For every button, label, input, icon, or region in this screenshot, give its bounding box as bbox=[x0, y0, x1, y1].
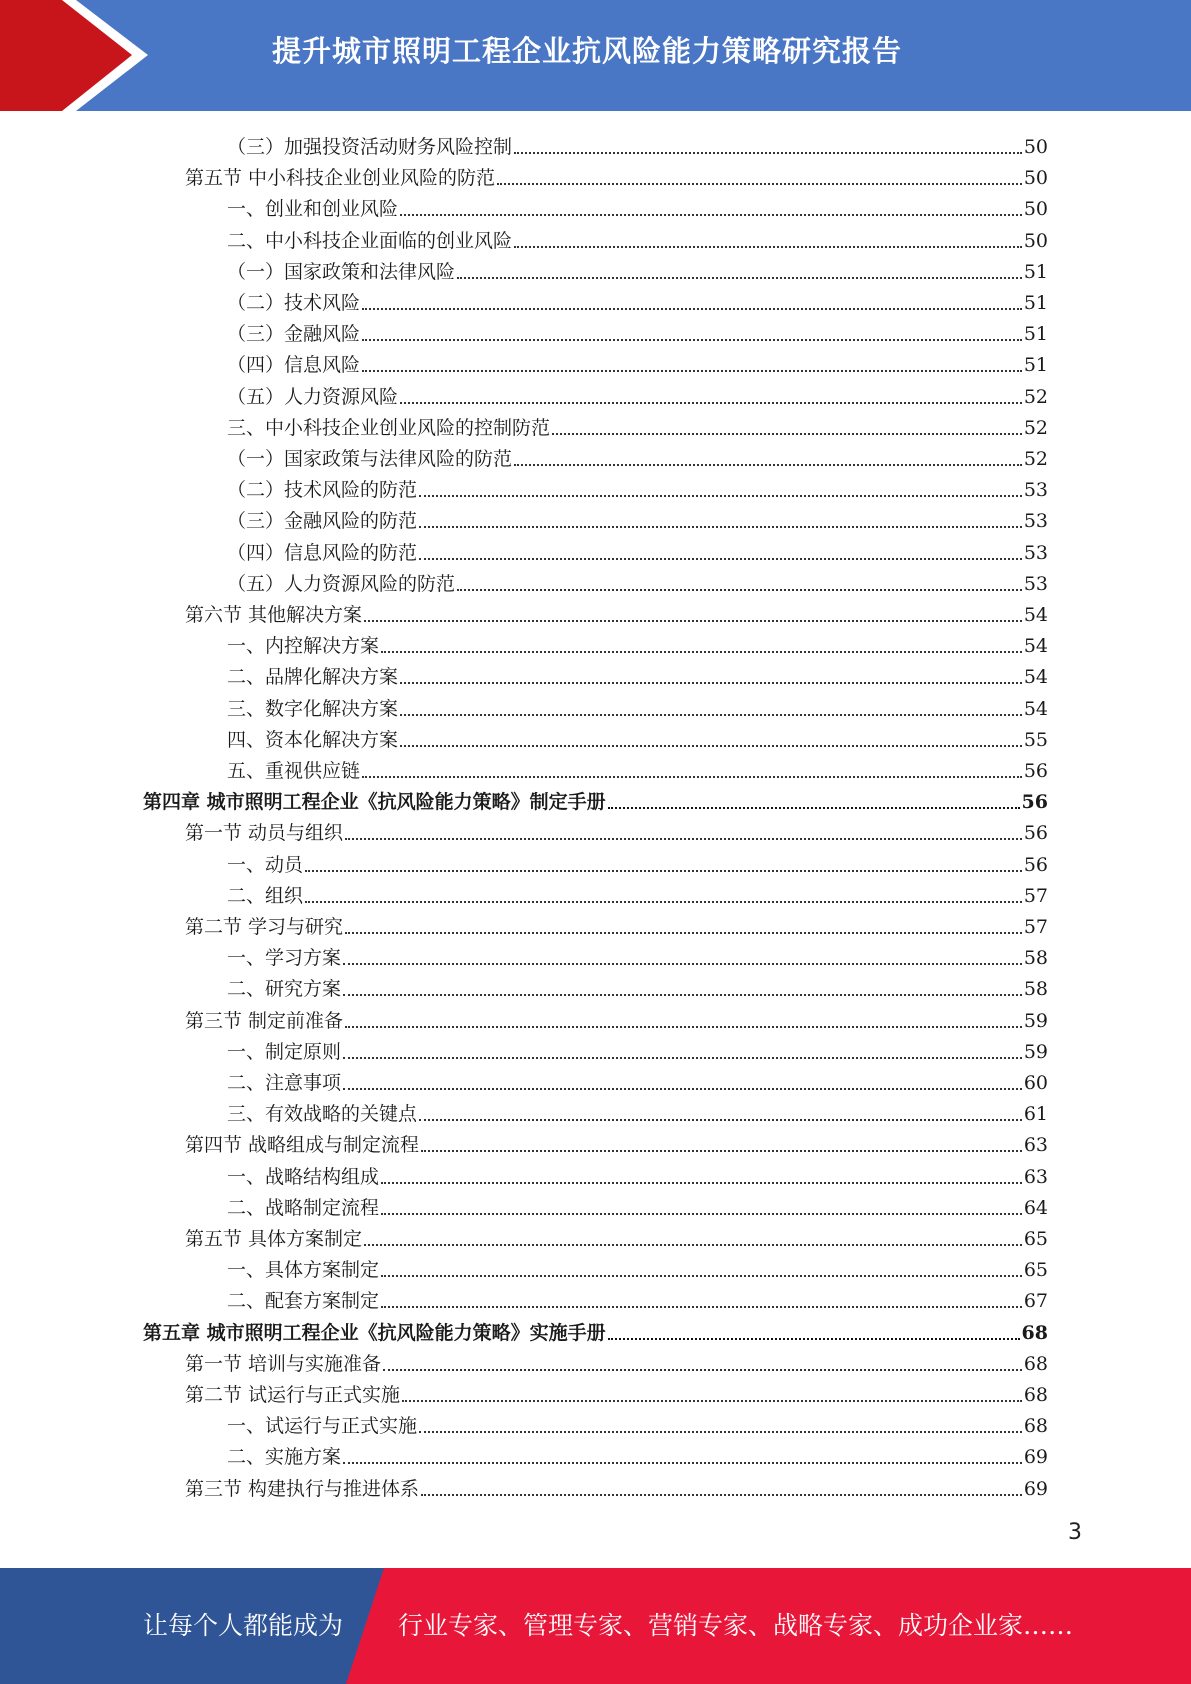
toc-entry-page: 56 bbox=[1023, 760, 1048, 782]
toc-entry[interactable] bbox=[185, 1001, 1048, 1032]
toc-dot-leader bbox=[497, 183, 1022, 185]
toc-entry[interactable] bbox=[143, 782, 1048, 813]
toc-dot-leader bbox=[400, 682, 1022, 684]
footer-slogan-left: 让每个人都能成为 bbox=[143, 1611, 344, 1640]
toc-dot-leader bbox=[419, 1119, 1022, 1121]
toc-dot-leader bbox=[364, 620, 1022, 622]
toc-entry-page: 65 bbox=[1023, 1259, 1048, 1282]
toc-entry-page: 51 bbox=[1023, 260, 1048, 283]
toc-entry-page: 61 bbox=[1023, 1103, 1048, 1126]
page-footer bbox=[0, 1568, 1191, 1684]
toc-entry[interactable] bbox=[227, 221, 1048, 252]
toc-entry-page: 64 bbox=[1023, 1196, 1048, 1219]
toc-entry[interactable] bbox=[185, 1469, 1048, 1500]
toc-entry[interactable] bbox=[227, 1281, 1048, 1312]
toc-entry-page: 51 bbox=[1023, 292, 1048, 314]
toc-entry-title: 一、动员 bbox=[227, 853, 304, 876]
toc-entry[interactable] bbox=[227, 1250, 1048, 1281]
toc-dot-leader bbox=[364, 1244, 1022, 1246]
toc-entry[interactable] bbox=[227, 314, 1048, 345]
toc-entry-title: （三）金融风险的防范 bbox=[227, 510, 418, 533]
toc-entry-title: 第一节 培训与实施准备 bbox=[185, 1352, 382, 1375]
toc-entry[interactable] bbox=[185, 1125, 1048, 1156]
toc-entry[interactable] bbox=[227, 751, 1048, 782]
toc-dot-leader bbox=[400, 402, 1022, 404]
toc-entry[interactable] bbox=[227, 626, 1048, 657]
toc-entry[interactable] bbox=[227, 938, 1048, 969]
toc-dot-leader bbox=[457, 589, 1022, 591]
toc-dot-leader bbox=[514, 152, 1022, 154]
toc-entry[interactable] bbox=[227, 657, 1048, 688]
toc-entry-title: （四）信息风险的防范 bbox=[227, 541, 418, 564]
toc-entry[interactable] bbox=[227, 1063, 1048, 1094]
toc-entry-page: 53 bbox=[1023, 510, 1048, 533]
toc-entry[interactable] bbox=[227, 439, 1048, 470]
toc-entry-page: 60 bbox=[1023, 1072, 1048, 1094]
toc-entry-title: 第四节 战略组成与制定流程 bbox=[185, 1134, 420, 1157]
toc-entry-page: 53 bbox=[1023, 479, 1048, 502]
toc-entry[interactable] bbox=[227, 470, 1048, 501]
toc-entry-page: 68 bbox=[1023, 1384, 1048, 1406]
toc-entry-title: 三、有效战略的关键点 bbox=[227, 1103, 418, 1126]
toc-entry[interactable] bbox=[227, 533, 1048, 564]
toc-entry[interactable] bbox=[227, 252, 1048, 283]
toc-dot-leader bbox=[419, 526, 1022, 528]
toc-dot-leader bbox=[345, 932, 1022, 934]
toc-dot-leader bbox=[400, 714, 1022, 716]
toc-dot-leader bbox=[343, 1088, 1022, 1090]
toc-dot-leader bbox=[421, 1150, 1022, 1152]
toc-entry-page: 56 bbox=[1023, 853, 1048, 876]
toc-entry[interactable] bbox=[227, 283, 1048, 314]
toc-entry[interactable] bbox=[227, 1188, 1048, 1219]
toc-entry[interactable] bbox=[227, 845, 1048, 876]
toc-entry-title: 第三节 构建执行与推进体系 bbox=[185, 1477, 420, 1500]
toc-dot-leader bbox=[419, 558, 1022, 560]
toc-entry[interactable] bbox=[227, 876, 1048, 907]
toc-entry[interactable] bbox=[227, 1437, 1048, 1468]
toc-entry-title: （二）技术风险的防范 bbox=[227, 479, 418, 502]
toc-dot-leader bbox=[402, 1400, 1022, 1402]
toc-entry-page: 52 bbox=[1023, 416, 1048, 439]
toc-entry-title: 第三节 制定前准备 bbox=[185, 1009, 344, 1032]
toc-entry-page: 54 bbox=[1023, 666, 1048, 689]
toc-entry-title: 第五节 中小科技企业创业风险的防范 bbox=[185, 167, 496, 190]
toc-dot-leader bbox=[421, 1494, 1022, 1496]
toc-entry[interactable] bbox=[227, 501, 1048, 532]
toc-dot-leader bbox=[383, 1369, 1022, 1371]
toc-entry-title: 二、战略制定流程 bbox=[227, 1196, 380, 1219]
toc-dot-leader bbox=[345, 1026, 1022, 1028]
toc-entry-page: 59 bbox=[1023, 1009, 1048, 1032]
toc-dot-leader bbox=[381, 1213, 1022, 1215]
toc-entry-title: （三）金融风险 bbox=[227, 323, 361, 346]
toc-dot-leader bbox=[305, 870, 1022, 872]
toc-entry-title: 一、学习方案 bbox=[227, 947, 342, 970]
toc-entry-page: 53 bbox=[1023, 572, 1048, 595]
toc-entry-title: 二、组织 bbox=[227, 884, 304, 907]
toc-dot-leader bbox=[400, 214, 1022, 216]
toc-entry-page: 68 bbox=[1023, 1352, 1048, 1375]
toc-entry[interactable] bbox=[227, 1406, 1048, 1437]
toc-entry-title: 三、中小科技企业创业风险的控制防范 bbox=[227, 416, 551, 439]
toc-entry-page: 55 bbox=[1023, 728, 1048, 751]
toc-entry-title: （二）技术风险 bbox=[227, 292, 361, 314]
toc-entry-title: 第四章 城市照明工程企业《抗风险能力策略》制定手册 bbox=[143, 791, 606, 814]
toc-entry-page: 57 bbox=[1023, 884, 1048, 907]
toc-entry[interactable] bbox=[185, 907, 1048, 938]
toc-dot-leader bbox=[608, 807, 1020, 809]
toc-entry-page: 54 bbox=[1023, 635, 1048, 658]
toc-dot-leader bbox=[381, 651, 1022, 653]
toc-entry[interactable] bbox=[227, 345, 1048, 376]
toc-dot-leader bbox=[343, 1462, 1022, 1464]
toc-entry-title: 第二节 学习与研究 bbox=[185, 916, 344, 938]
toc-entry-page: 67 bbox=[1023, 1290, 1048, 1313]
toc-entry[interactable] bbox=[185, 595, 1048, 626]
toc-entry-page: 58 bbox=[1023, 947, 1048, 970]
toc-dot-leader bbox=[381, 1306, 1022, 1308]
toc-entry-page: 51 bbox=[1023, 323, 1048, 346]
toc-entry-page: 69 bbox=[1023, 1446, 1048, 1469]
toc-entry-title: （一）国家政策与法律风险的防范 bbox=[227, 448, 513, 470]
toc-dot-leader bbox=[608, 1338, 1020, 1340]
toc-dot-leader bbox=[362, 339, 1022, 341]
toc-entry-page: 52 bbox=[1023, 385, 1048, 408]
toc-dot-leader bbox=[305, 901, 1022, 903]
toc-entry[interactable] bbox=[185, 1375, 1048, 1406]
toc-entry[interactable] bbox=[227, 1032, 1048, 1063]
toc-entry-page: 56 bbox=[1021, 791, 1048, 814]
page-number: 3 bbox=[1068, 1520, 1082, 1545]
toc-entry-title: 一、具体方案制定 bbox=[227, 1259, 380, 1282]
toc-entry-page: 63 bbox=[1023, 1165, 1048, 1188]
toc-entry-page: 63 bbox=[1023, 1134, 1048, 1157]
toc-entry[interactable] bbox=[227, 408, 1048, 439]
toc-entry[interactable] bbox=[185, 158, 1048, 189]
toc-dot-leader bbox=[552, 433, 1022, 435]
toc-entry-title: 二、实施方案 bbox=[227, 1446, 342, 1469]
toc-entry-page: 54 bbox=[1023, 604, 1048, 626]
toc-entry[interactable] bbox=[227, 969, 1048, 1000]
toc-entry-title: 一、试运行与正式实施 bbox=[227, 1415, 418, 1438]
toc-entry-page: 52 bbox=[1023, 448, 1048, 470]
toc-entry-title: （三）加强投资活动财务风险控制 bbox=[227, 136, 513, 158]
toc-dot-leader bbox=[362, 308, 1022, 310]
toc-entry-page: 50 bbox=[1023, 136, 1048, 158]
toc-entry-page: 56 bbox=[1023, 822, 1048, 845]
toc-dot-leader bbox=[343, 963, 1022, 965]
toc-dot-leader bbox=[419, 1431, 1022, 1433]
toc-entry-title: 二、品牌化解决方案 bbox=[227, 666, 399, 689]
toc-entry-title: 五、重视供应链 bbox=[227, 760, 361, 782]
toc-entry-page: 50 bbox=[1023, 167, 1048, 190]
toc-dot-leader bbox=[514, 464, 1022, 466]
toc-entry-page: 50 bbox=[1023, 198, 1048, 221]
toc-entry[interactable] bbox=[227, 689, 1048, 720]
toc-entry-title: 第二节 试运行与正式实施 bbox=[185, 1384, 401, 1406]
toc-entry-title: 三、数字化解决方案 bbox=[227, 697, 399, 720]
toc-entry-page: 68 bbox=[1021, 1321, 1048, 1344]
toc-entry[interactable] bbox=[185, 1344, 1048, 1375]
toc-entry-title: （四）信息风险 bbox=[227, 354, 361, 377]
toc-dot-leader bbox=[419, 495, 1022, 497]
toc-entry-title: 二、配套方案制定 bbox=[227, 1290, 380, 1313]
toc-entry-title: 二、注意事项 bbox=[227, 1072, 342, 1094]
toc-dot-leader bbox=[345, 838, 1022, 840]
toc-entry-title: 二、研究方案 bbox=[227, 978, 342, 1001]
toc-dot-leader bbox=[362, 776, 1022, 778]
toc-entry-title: 二、中小科技企业面临的创业风险 bbox=[227, 229, 513, 252]
toc-entry-page: 58 bbox=[1023, 978, 1048, 1001]
toc-dot-leader bbox=[343, 994, 1022, 996]
footer-slogan-right: 行业专家、管理专家、营销专家、战略专家、成功企业家…… bbox=[398, 1611, 1074, 1640]
toc-entry[interactable] bbox=[227, 189, 1048, 220]
toc-entry-title: 第五节 具体方案制定 bbox=[185, 1228, 363, 1250]
toc-dot-leader bbox=[362, 370, 1022, 372]
page-header bbox=[0, 0, 1191, 111]
toc-entry-title: （五）人力资源风险的防范 bbox=[227, 572, 456, 595]
toc-dot-leader bbox=[457, 277, 1022, 279]
toc-dot-leader bbox=[400, 745, 1022, 747]
toc-entry-page: 68 bbox=[1023, 1415, 1048, 1438]
toc-entry-title: 一、创业和创业风险 bbox=[227, 198, 399, 221]
toc-entry[interactable] bbox=[227, 377, 1048, 408]
toc-entry-title: （五）人力资源风险 bbox=[227, 385, 399, 408]
toc-entry-title: 一、战略结构组成 bbox=[227, 1165, 380, 1188]
toc-entry[interactable] bbox=[227, 127, 1048, 158]
toc-entry-title: （一）国家政策和法律风险 bbox=[227, 260, 456, 283]
header-title: 提升城市照明工程企业抗风险能力策略研究报告 bbox=[272, 34, 903, 68]
toc-entry-page: 53 bbox=[1023, 541, 1048, 564]
toc-entry-title: 一、制定原则 bbox=[227, 1040, 342, 1063]
toc-entry-page: 57 bbox=[1023, 916, 1048, 938]
toc-entry-page: 50 bbox=[1023, 229, 1048, 252]
toc-dot-leader bbox=[514, 246, 1022, 248]
toc-entry-title: 第六节 其他解决方案 bbox=[185, 604, 363, 626]
toc-entry-page: 51 bbox=[1023, 354, 1048, 377]
toc-entry-title: 第五章 城市照明工程企业《抗风险能力策略》实施手册 bbox=[143, 1321, 606, 1344]
toc-entry-title: 四、资本化解决方案 bbox=[227, 728, 399, 751]
toc-entry[interactable] bbox=[227, 564, 1048, 595]
toc-entry[interactable] bbox=[227, 1094, 1048, 1125]
toc-entry-title: 第一节 动员与组织 bbox=[185, 822, 344, 845]
toc-entry-page: 54 bbox=[1023, 697, 1048, 720]
toc-entry-page: 69 bbox=[1023, 1477, 1048, 1500]
toc-entry[interactable] bbox=[143, 1313, 1048, 1344]
toc-entry-page: 65 bbox=[1023, 1228, 1048, 1250]
toc-entry[interactable] bbox=[227, 720, 1048, 751]
toc-entry[interactable] bbox=[185, 1219, 1048, 1250]
toc-dot-leader bbox=[381, 1275, 1022, 1277]
toc-entry-page: 59 bbox=[1023, 1040, 1048, 1063]
toc-entry[interactable] bbox=[185, 813, 1048, 844]
toc-dot-leader bbox=[343, 1057, 1022, 1059]
toc-dot-leader bbox=[381, 1182, 1022, 1184]
toc-entry-title: 一、内控解决方案 bbox=[227, 635, 380, 658]
toc-entry[interactable] bbox=[227, 1157, 1048, 1188]
